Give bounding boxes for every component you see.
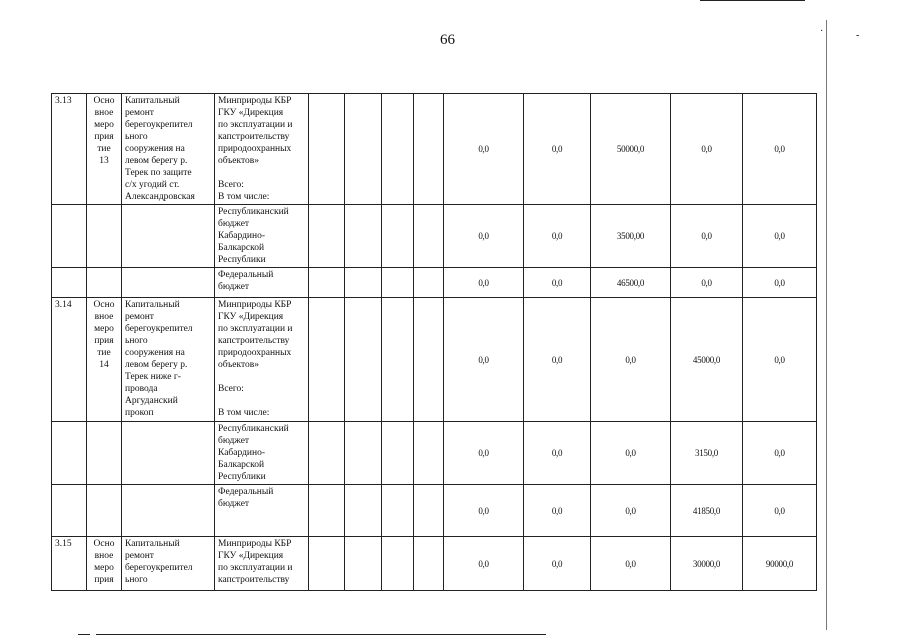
item-executor: Федеральный бюджет xyxy=(215,485,309,537)
value-cell: 0,0 xyxy=(591,298,671,422)
program-table xyxy=(51,93,817,591)
item-number: 3.14 xyxy=(52,298,87,422)
value-cell: 3500,00 xyxy=(591,205,671,268)
value-cell: 0,0 xyxy=(444,537,524,591)
value-cell: 0,0 xyxy=(743,94,817,205)
value-cell: 0,0 xyxy=(444,94,524,205)
item-kind: Осно вное меро прия тие 14 xyxy=(87,298,122,422)
item-executor: Республиканский бюджет Кабардино- Балкарской Республики xyxy=(215,422,309,485)
table-row xyxy=(52,422,817,485)
value-cell: 0,0 xyxy=(743,298,817,422)
bottom-rule xyxy=(96,634,546,635)
item-executor: Минприроды КБР ГКУ «Дирекция по эксплуатации и капстроительству природоохранных объектов» Всего: В том числе: xyxy=(215,298,309,422)
value-cell: 3150,0 xyxy=(671,422,743,485)
value-cell: 0,0 xyxy=(524,205,591,268)
value-cell: 0,0 xyxy=(524,94,591,205)
value-cell: 0,0 xyxy=(444,268,524,298)
table-row xyxy=(52,298,817,422)
item-executor: Минприроды КБР ГКУ «Дирекция по эксплуатации и капстроительству природоохранных объектов» Всего: В том числе: xyxy=(215,94,309,205)
value-cell: 30000,0 xyxy=(671,537,743,591)
value-cell: 0,0 xyxy=(524,298,591,422)
value-cell: 0,0 xyxy=(524,485,591,537)
table-row xyxy=(52,205,817,268)
value-cell: 0,0 xyxy=(743,205,817,268)
value-cell: 50000,0 xyxy=(591,94,671,205)
item-kind: Осно вное меро прия тие 13 xyxy=(87,94,122,205)
page-number: 66 xyxy=(440,32,455,48)
value-cell: 0,0 xyxy=(444,422,524,485)
value-cell: 0,0 xyxy=(444,485,524,537)
margin-mark: · xyxy=(820,26,824,37)
value-cell: 0,0 xyxy=(671,205,743,268)
value-cell: 46500,0 xyxy=(591,268,671,298)
item-executor: Минприроды КБР ГКУ «Дирекция по эксплуатации и капстроительству xyxy=(215,537,309,591)
item-number: 3.13 xyxy=(52,94,87,205)
item-executor: Федеральный бюджет xyxy=(215,268,309,298)
margin-mark: - xyxy=(856,30,860,41)
table-row xyxy=(52,94,817,205)
item-executor: Республиканский бюджет Кабардино- Балкарской Республики xyxy=(215,205,309,268)
right-margin-line xyxy=(826,20,827,630)
item-name: Капитальный ремонт берегоукрепител ьного сооружения на левом берегу р. Терек ниже г- провода Аргуданский прокоп xyxy=(122,298,215,422)
item-kind: Осно вное меро прия xyxy=(87,537,122,591)
value-cell: 0,0 xyxy=(671,94,743,205)
value-cell: 45000,0 xyxy=(671,298,743,422)
bottom-rule-short xyxy=(78,634,90,635)
value-cell: 41850,0 xyxy=(671,485,743,537)
value-cell: 0,0 xyxy=(591,422,671,485)
value-cell: 0,0 xyxy=(524,268,591,298)
value-cell: 0,0 xyxy=(444,205,524,268)
value-cell: 0,0 xyxy=(743,422,817,485)
item-number: 3.15 xyxy=(52,537,87,591)
table-row xyxy=(52,485,817,537)
value-cell: 0,0 xyxy=(591,485,671,537)
table-row xyxy=(52,537,817,591)
item-name: Капитальный ремонт берегоукрепител ьного сооружения на левом берегу р. Терек по защите с/х угодий ст. Александровская xyxy=(122,94,215,205)
value-cell: 0,0 xyxy=(591,537,671,591)
value-cell: 90000,0 xyxy=(743,537,817,591)
value-cell: 0,0 xyxy=(743,485,817,537)
value-cell: 0,0 xyxy=(444,298,524,422)
top-right-rule xyxy=(700,0,805,1)
value-cell: 0,0 xyxy=(524,537,591,591)
value-cell: 0,0 xyxy=(524,422,591,485)
table-row xyxy=(52,268,817,298)
item-name: Капитальный ремонт берегоукрепител ьного xyxy=(122,537,215,591)
value-cell: 0,0 xyxy=(671,268,743,298)
value-cell: 0,0 xyxy=(743,268,817,298)
